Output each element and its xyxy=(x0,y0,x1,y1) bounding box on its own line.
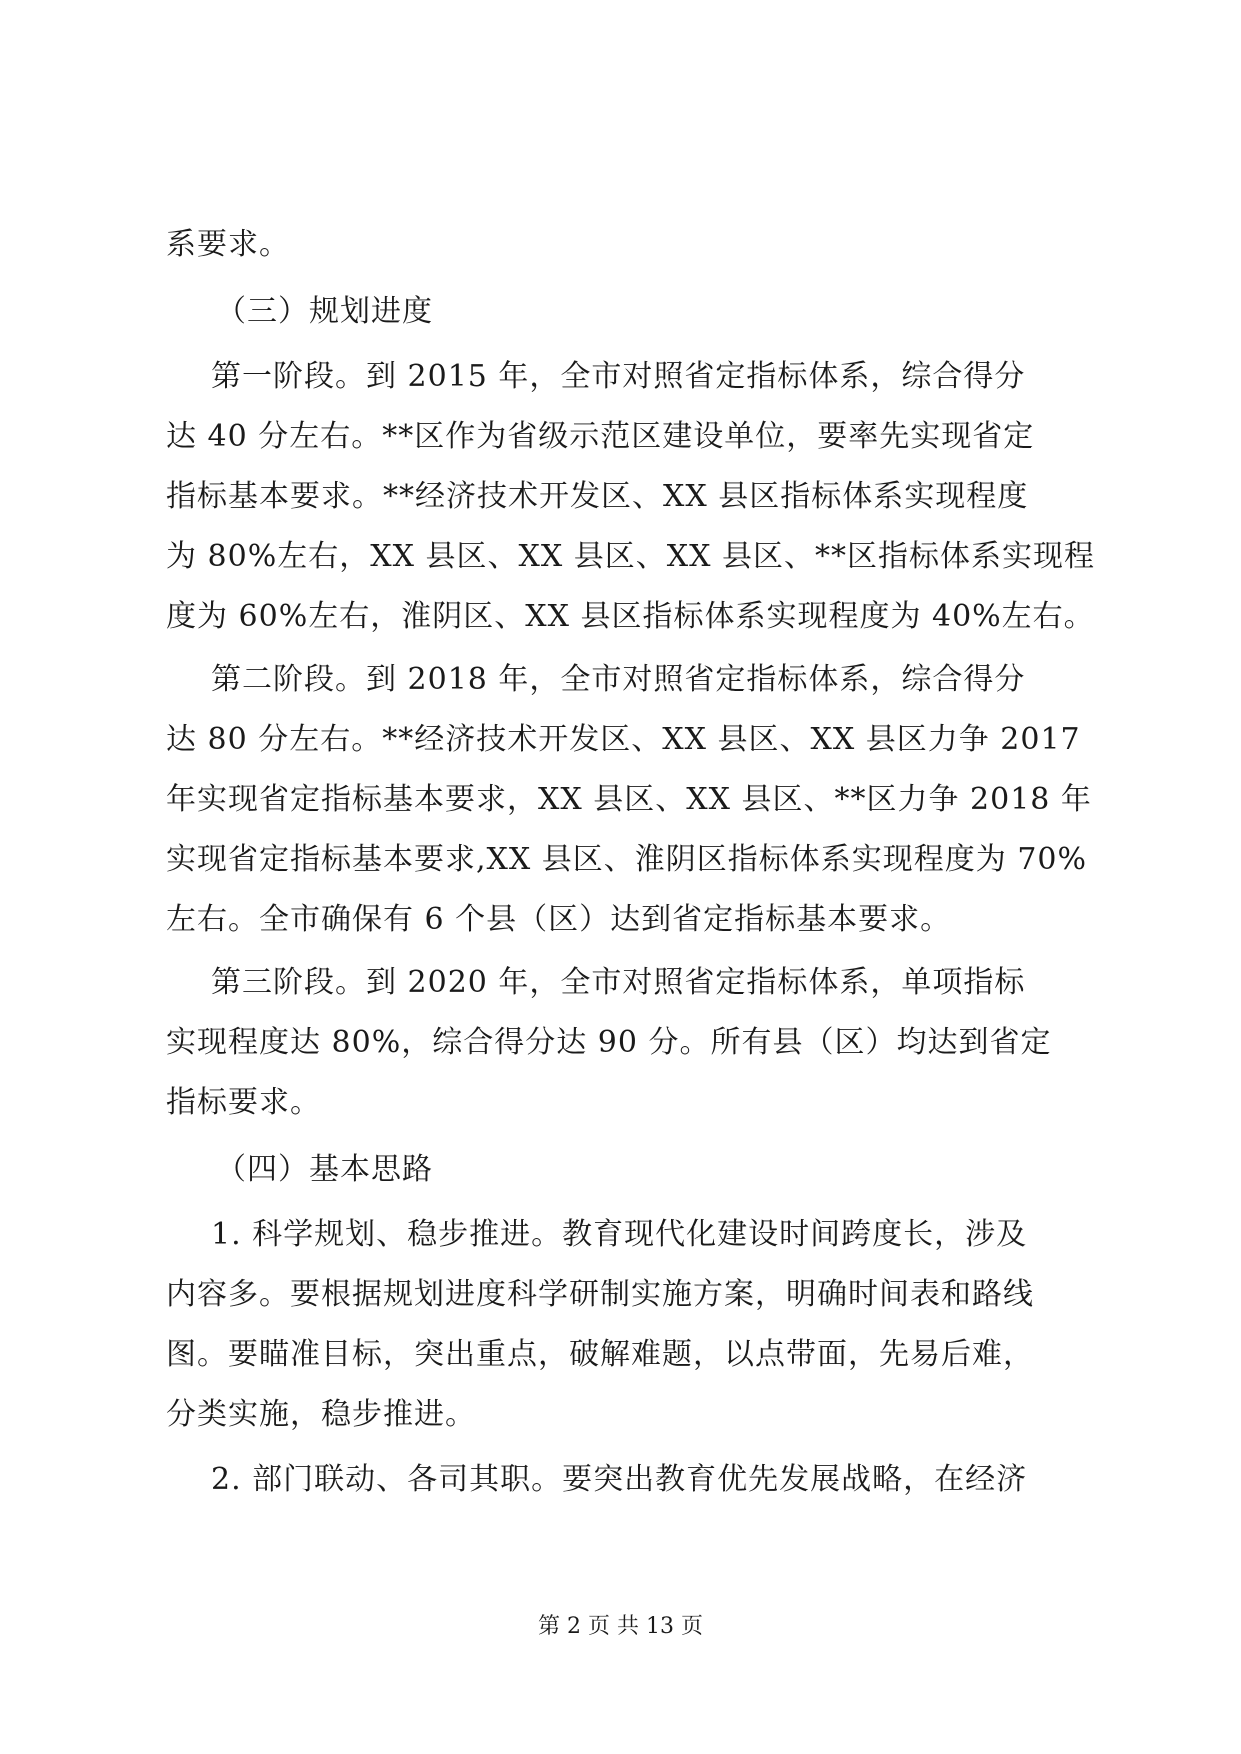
body-line: 第二阶段。到 2018 年，全市对照省定指标体系，综合得分 xyxy=(211,662,1026,697)
body-line: 内容多。要根据规划进度科学研制实施方案，明确时间表和路线 xyxy=(166,1277,1034,1312)
body-line: 2. 部门联动、各司其职。要突出教育优先发展战略，在经济 xyxy=(211,1462,1028,1497)
body-line: 为 80%左右，XX 县区、XX 县区、XX 县区、**区指标体系实现程 xyxy=(166,539,1095,574)
body-line: 第三阶段。到 2020 年，全市对照省定指标体系，单项指标 xyxy=(211,965,1026,1000)
body-line: 1. 科学规划、稳步推进。教育现代化建设时间跨度长，涉及 xyxy=(211,1217,1028,1252)
body-line: 实现省定指标基本要求,XX 县区、淮阴区指标体系实现程度为 70% xyxy=(166,842,1088,877)
body-line: 系要求。 xyxy=(166,227,290,262)
section-heading: （三）规划进度 xyxy=(216,294,433,329)
body-line: 分类实施，稳步推进。 xyxy=(166,1397,476,1432)
body-line: 达 40 分左右。**区作为省级示范区建设单位，要率先实现省定 xyxy=(166,419,1035,454)
body-line: 年实现省定指标基本要求，XX 县区、XX 县区、**区力争 2018 年 xyxy=(166,782,1092,817)
body-line: 第一阶段。到 2015 年，全市对照省定指标体系，综合得分 xyxy=(211,359,1026,394)
section-heading: （四）基本思路 xyxy=(216,1152,433,1187)
body-line: 达 80 分左右。**经济技术开发区、XX 县区、XX 县区力争 2017 xyxy=(166,722,1081,757)
page-footer: 第 2 页 共 13 页 xyxy=(538,1614,703,1639)
body-line: 图。要瞄准目标，突出重点，破解难题，以点带面，先易后难， xyxy=(166,1337,1034,1372)
body-line: 指标要求。 xyxy=(166,1085,321,1120)
body-line: 指标基本要求。**经济技术开发区、XX 县区指标体系实现程度 xyxy=(166,479,1029,514)
body-line: 实现程度达 80%，综合得分达 90 分。所有县（区）均达到省定 xyxy=(166,1025,1052,1060)
body-line: 左右。全市确保有 6 个县（区）达到省定指标基本要求。 xyxy=(166,902,952,937)
body-line: 度为 60%左右，淮阴区、XX 县区指标体系实现程度为 40%左右。 xyxy=(166,599,1095,634)
